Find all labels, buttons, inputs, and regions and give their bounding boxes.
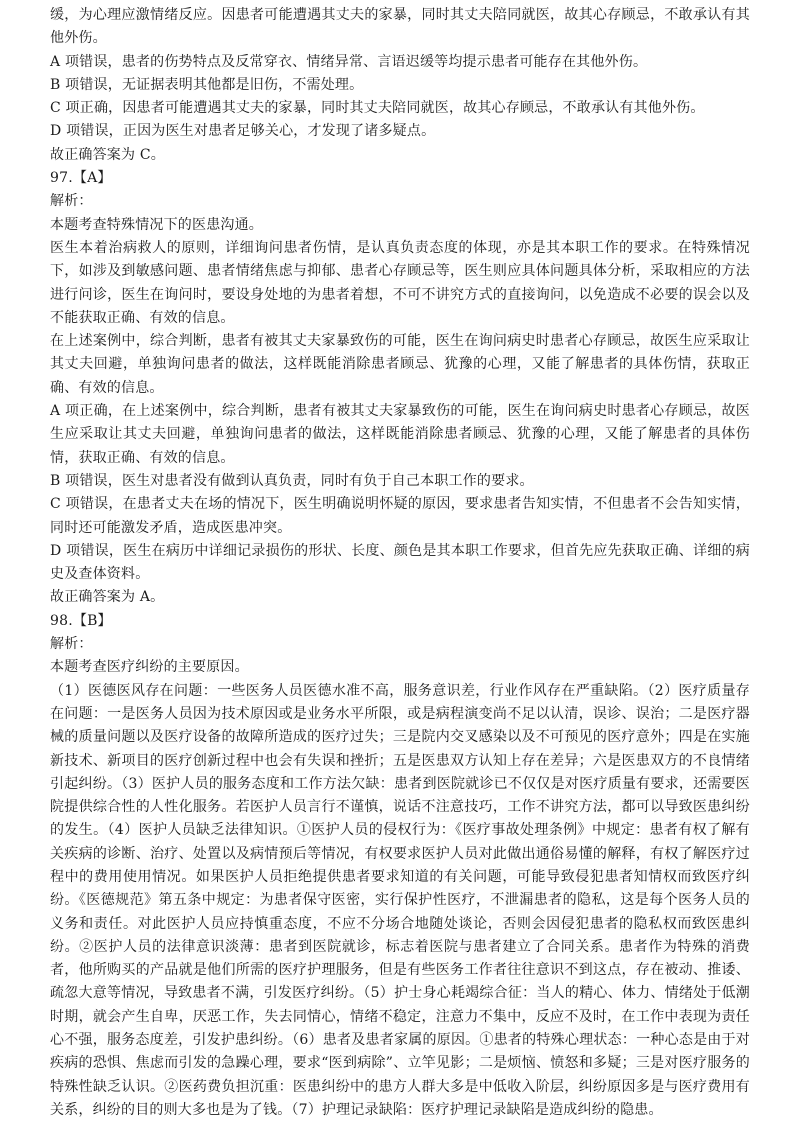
paragraph-q98-topic: 本题考查医疗纠纷的主要原因。 [50, 659, 249, 676]
paragraph-q97-option-a: A 项正确，在上述案例中，综合判断，患者有被其丈夫家暴致伤的可能，医生在询问病史时患者心存顾忌，故医生应采取让其丈夫回避，单独询问患者的做法，这样既能消除患者顾忌、犹豫的心理，又能了解患者的具体伤情，获取正确、有效的信息。 [50, 403, 750, 466]
paragraph-q96-option-d: D 项错误，正因为医生对患者足够关心，才发现了诸多疑点。 [50, 123, 436, 140]
paragraph-q96-option-c: C 项正确，因患者可能遭遇其丈夫的家暴，同时其丈夫陪同就医，故其心存顾忌，不敢承认有其他外伤。 [50, 100, 705, 117]
paragraph-q96-option-b: B 项错误，无证据表明其他都是旧伤，不需处理。 [50, 76, 364, 93]
paragraph-q98-body: （1）医德医风存在问题：一些医务人员医德水准不高，服务意识差，行业作风存在严重缺陷。（2）医疗质量存在问题：一是医务人员因为技术原因或是业务水平所限，或是病程演变尚不足以认清，误诊、误治；二是医疗器械的质量问题以及医疗设备的故障所造成的医疗过失；三是院内交叉感染以及不可预见的医疗意外；四是在实施新技术、新项目的医疗创新过程中也会有失误和挫折；五是医患双方认知上存在差异；六是医患双方的不良情绪引起纠纷。（3）医护人员的服务态度和工作方法欠缺：患者到医院就诊已不仅仅是对医疗质量有要求，还需要医院提供综合性的人性化服务。若医护人员言行不谨慎，说话不注意技巧，工作不讲究方法，都可以导致医患纠纷的发生。（4）医护人员缺乏法律知识。①医护人员的侵权行为：《医疗事故处理条例》中规定：患者有权了解有关疾病的诊断、治疗、处置以及病情预后等情况，有权要求医护人员对此做出通俗易懂的解释，有权了解医疗过程中的费用使用情况。如果医护人员拒绝提供患者要求知道的有关问题，可能导致侵犯患者知情权而致医疗纠纷。《医德规范》第五条中规定：为患者保守医密，实行保护性医疗，不泄漏患者的隐私，这是每个医务人员的义务和责任。对此医护人员应持慎重态度，不应不分场合地随处谈论，否则会因侵犯患者的隐私权而致医患纠纷。②医护人员的法律意识淡薄：患者到医院就诊，标志着医院与患者建立了合同关系。患者作为特殊的消费者，他所购买的产品就是他们所需的医疗护理服务，但是有些医务工作者往往意识不到这点，存在被动、推诿、疏忽大意等情况，导致患者不满，引发医疗纠纷。（5）护士身心耗竭综合征：当人的精心、体力、情绪处于低潮时期，就会产生自卑，厌恶工作，失去同情心，情绪不稳定，注意力不集中，反应不及时，在工作中表现为责任心不强，服务态度差，引发护患纠纷。（6）患者及患者家属的原因。①患者的特殊心理状态：一种心态是由于对疾病的恐惧、焦虑而引发的急躁心理，要求“医到病除”、立竿见影；二是烦恼、愤怒和多疑；三是对医疗服务的特殊性缺乏认识。②医药费负担沉重：医患纠纷中的患方人群大多是中低收入阶层，纠纷原因多是与医疗费用有关系，纠纷的目的则大多也是为了钱。（7）护理记录缺陷：医疗护理记录缺陷是造成纠纷的隐患。 [50, 682, 750, 1118]
paragraph-q97-option-d: D 项错误，医生在病历中详细记录损伤的形状、长度、颜色是其本职工作要求，但首先应先获取正确、详细的病史及查体资料。 [50, 542, 750, 583]
paragraph-q97-answer: 故正确答案为 A。 [50, 589, 165, 606]
paragraph-q97-body-1: 医生本着治病救人的原则，详细询问患者伤情，是认真负责态度的体现，亦是其本职工作的要求。在特殊情况下，如涉及到敏感问题、患者情绪焦虑与抑郁、患者心存顾忌等，医生则应具体问题具体分析，采取相应的方法进行问诊，医生在询问时，要设身处地的为患者着想，不可不讲究方式的直接询问，以免造成不必要的误会以及不能获取正确、有效的信息。 [50, 239, 750, 326]
paragraph-q97-option-c: C 项错误，在患者丈夫在场的情况下，医生明确说明怀疑的原因，要求患者告知实情，不但患者不会告知实情，同时还可能激发矛盾，造成医患冲突。 [50, 496, 750, 536]
explanation-label: 解析： [50, 636, 93, 653]
paragraph-q96-option-a: A 项错误，患者的伤势特点及反常穿衣、情绪异常、言语迟缓等均提示患者可能存在其他外伤。 [50, 53, 648, 70]
question-98-heading: 98.【B】 [50, 612, 112, 629]
explanation-label: 解析： [50, 193, 93, 210]
paragraph-q97-topic: 本题考查特殊情况下的医患沟通。 [50, 216, 263, 233]
paragraph-q96-explanation-end: 缓，为心理应激情绪反应。因患者可能遭遇其丈夫的家暴，同时其丈夫陪同就医，故其心存顾忌，不敢承认有其他外伤。 [50, 7, 750, 47]
paragraph-q97-body-2: 在上述案例中，综合判断，患者有被其丈夫家暴致伤的可能，医生在询问病史时患者心存顾忌，故医生应采取让其丈夫回避，单独询问患者的做法，这样既能消除患者顾忌、犹豫的心理，又能了解患者的具体伤情，获取正确、有效的信息。 [50, 333, 750, 396]
paragraph-q96-answer: 故正确答案为 C。 [50, 146, 165, 163]
document-page [50, 4, 750, 1122]
question-97-heading: 97.【A】 [50, 170, 112, 187]
paragraph-q97-option-b: B 项错误，医生对患者没有做到认真负责，同时有负于自己本职工作的要求。 [50, 472, 534, 489]
